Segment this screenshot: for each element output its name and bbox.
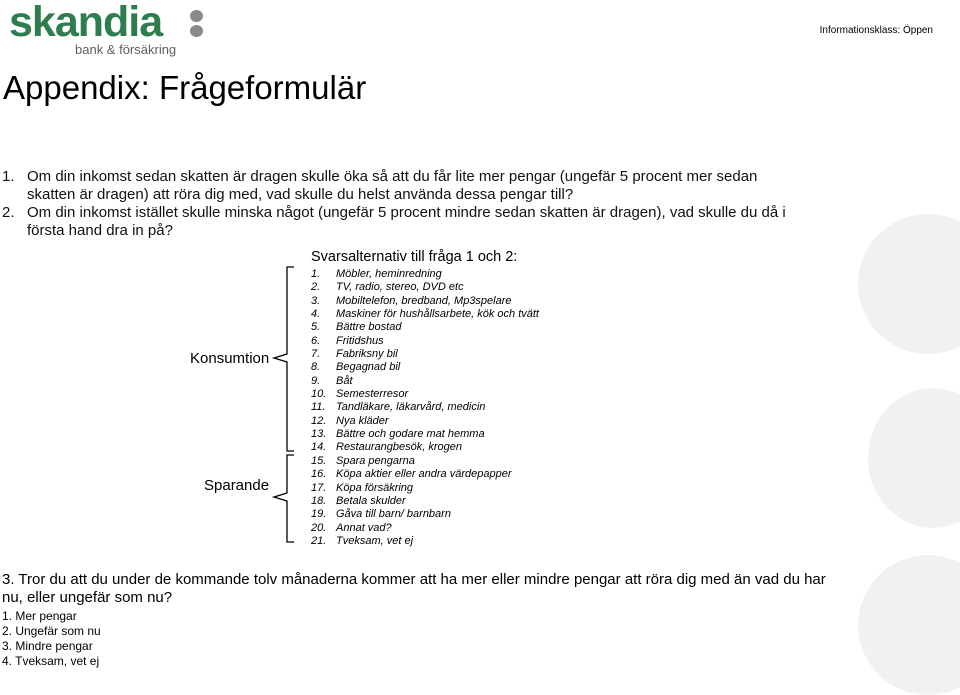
list-item: 4. Maskiner för hushållsarbete, kök och tvätt (311, 308, 539, 321)
question-1 (2, 168, 802, 204)
question-2-number: 2. (2, 204, 15, 221)
list-item: 10. Semesterresor (311, 388, 409, 401)
page-title: Appendix: Frågeformulär (3, 69, 367, 106)
questions-1-2 (2, 168, 802, 240)
options-heading: Svarsalternativ till fråga 1 och 2: (311, 249, 518, 265)
question-2-text: Om din inkomst istället skulle minska något (ungefär 5 procent mindre sedan skatten är dragen), vad skulle du då i första hand dra in på? (27, 204, 786, 239)
decorative-circle-top (858, 214, 960, 354)
list-item: 8. Begagnad bil (311, 361, 401, 374)
list-item: 21. Tveksam, vet ej (311, 534, 414, 547)
list-item: 13. Bättre och godare mat hemma (311, 428, 485, 441)
consumption-group-label: Konsumtion (190, 350, 270, 367)
list-item: 7. Fabriksny bil (311, 348, 398, 361)
list-item: 12. Nya kläder (311, 414, 389, 427)
question-1-number: 1. (2, 168, 15, 185)
list-item: 3. Mobiltelefon, bredband, Mp3spelare (311, 294, 512, 307)
information-class-label: Informationsklass: Öppen (819, 25, 933, 36)
list-item: 14. Restaurangbesök, krogen (311, 441, 462, 454)
list-item: 1. Möbler, heminredning (311, 268, 442, 280)
consumption-brace (270, 265, 300, 453)
skandia-logo (9, 0, 177, 57)
decorative-circle-middle (868, 388, 960, 528)
question-3-answers (2, 609, 101, 669)
list-item: 4. Tveksam, vet ej (2, 654, 100, 668)
saving-group-label: Sparande (204, 477, 270, 494)
answer-options-list (311, 268, 539, 548)
list-item: 11. Tandläkare, läkarvård, medicin (311, 401, 486, 414)
list-item: 17. Köpa försäkring (311, 481, 414, 494)
question-2 (2, 204, 802, 240)
list-item: 20. Annat vad? (311, 521, 392, 534)
decorative-circle-bottom (858, 555, 960, 695)
list-item: 15. Spara pengarna (311, 454, 415, 467)
logo-dots-icon (187, 10, 205, 40)
list-item: 6. Fritidshus (311, 334, 384, 347)
list-item: 9. Båt (311, 374, 353, 387)
list-item: 2. TV, radio, stereo, DVD etc (311, 281, 464, 294)
logo-wordmark: skandia (9, 0, 163, 46)
logo-subtitle: bank & försäkring (75, 42, 177, 57)
list-item: 1. Mer pengar (2, 609, 77, 623)
question-3-text: 3. Tror du att du under de kommande tolv månaderna kommer att ha mer eller mindre pengar att röra dig med än vad du har nu, eller ungefär som nu? (2, 571, 826, 606)
list-item: 19. Gåva till barn/ barnbarn (311, 508, 451, 521)
list-item: 18. Betala skulder (311, 494, 406, 507)
list-item: 2. Ungefär som nu (2, 624, 101, 638)
question-1-text: Om din inkomst sedan skatten är dragen skulle öka så att du får lite mer pengar (ungefär 5 procent mer sedan skatten är dragen) att röra dig med, vad skulle du helst använda dessa pengar till? (27, 168, 758, 203)
list-item: 5. Bättre bostad (311, 321, 402, 334)
saving-brace (270, 453, 300, 545)
list-item: 16. Köpa aktier eller andra värdepapper (311, 468, 512, 481)
list-item: 3. Mindre pengar (2, 639, 93, 653)
